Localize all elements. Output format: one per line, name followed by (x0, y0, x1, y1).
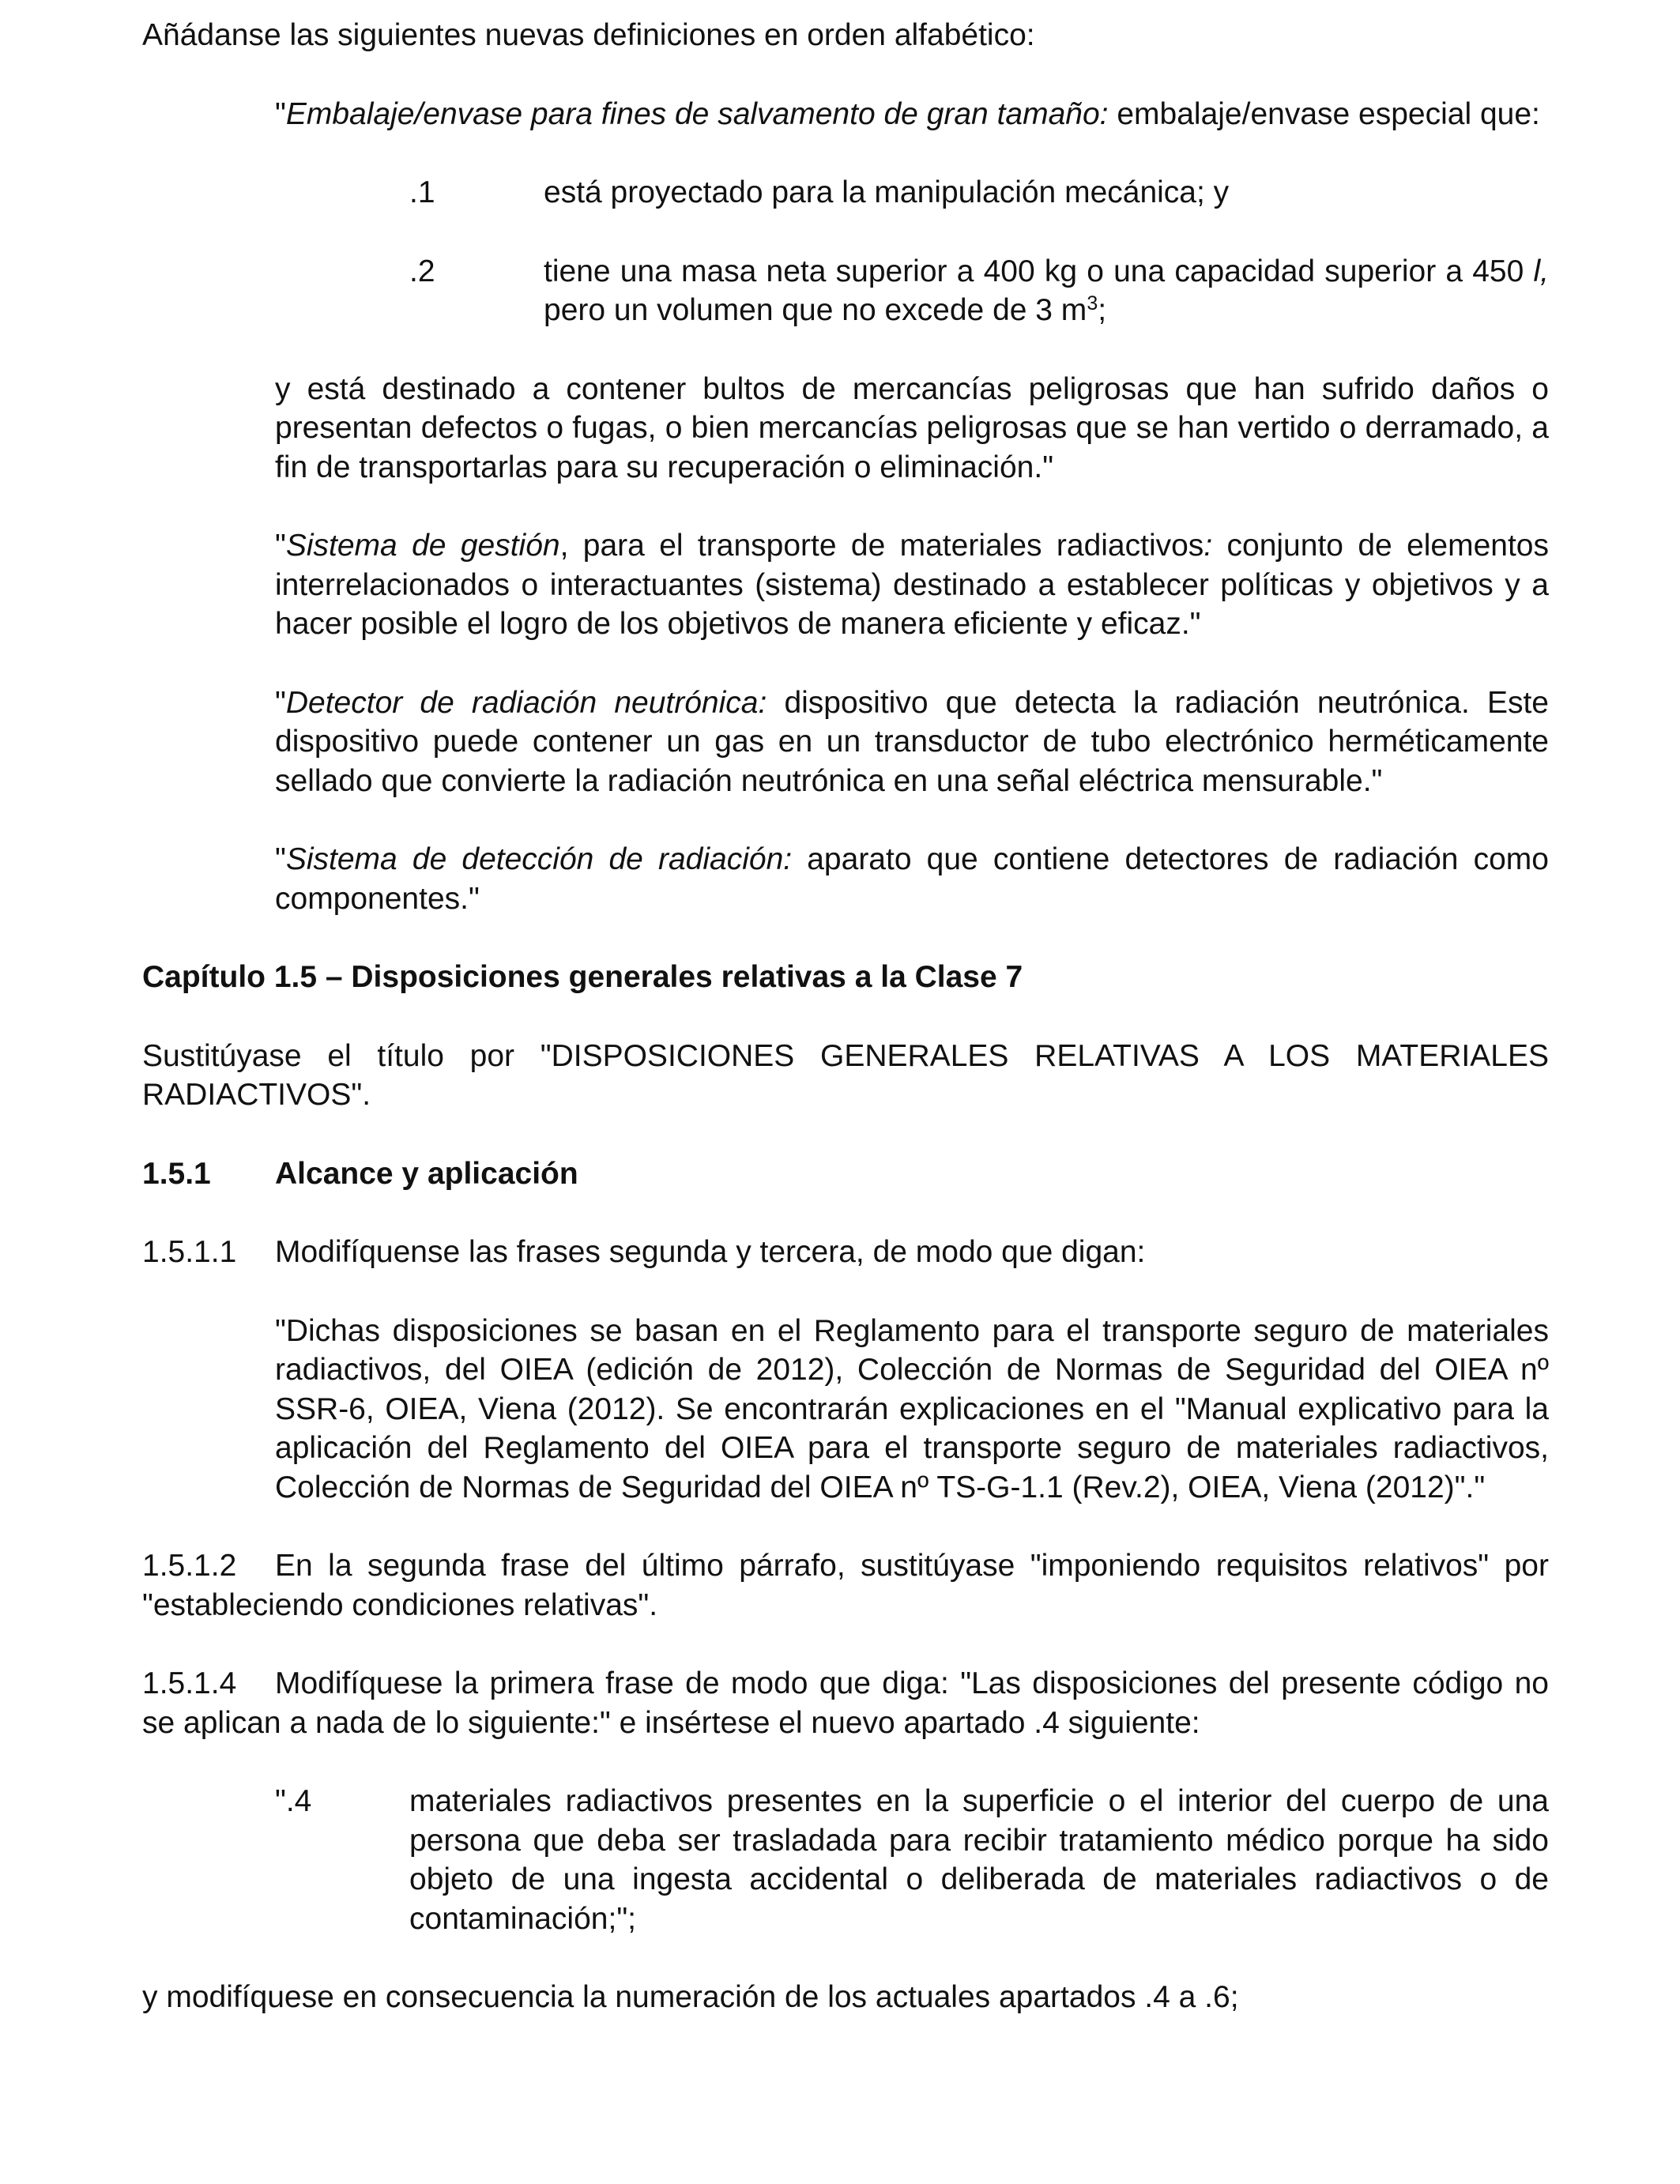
item-text (544, 252, 1549, 330)
definition-embalaje-continuation: y está destinado a contener bultos de mercancías peligrosas que han sufrido daños o presentan defectos o fugas, o bien mercancías peligrosas que se han vertido o derramado, a fin de transportarlas para su recuperación o eliminación." (275, 371, 1549, 484)
item-text: está proyectado para la manipulación mecánica; y (544, 175, 1230, 209)
definition-text: dispositivo que detecta la radiación neutrónica. Este dispositivo puede contener un gas en un transductor de tubo electrónico herméticamente sellado que convierte la radiación neutrónica en una señal eléctrica mensurable." (275, 685, 1549, 798)
definition-detector (275, 683, 1549, 801)
item-text-part: ; (1098, 293, 1107, 327)
definition-term: Sistema de gestión (285, 529, 560, 563)
chapter-paragraph: Sustitúyase el título por "DISPOSICIONES GENERALES RELATIVAS A LOS MATERIALES RADIACTIVOS". (142, 1038, 1549, 1112)
definition-text: aparato que contiene detectores de radiación como componentes." (275, 842, 1549, 916)
definition-text: , para el transporte de materiales radiactivos (559, 529, 1204, 563)
superscript: 3 (1087, 292, 1098, 314)
section-title: Alcance y aplicación (275, 1156, 578, 1191)
paragraph-1514 (142, 1664, 1549, 1742)
paragraph-number: 1.5.1.2 (142, 1549, 237, 1583)
quoted-text-1511: "Dichas disposiciones se basan en el Reglamento para el transporte seguro de materiales radiactivos, del OIEA (edición de 2012), Colección de Normas de Seguridad del OIEA nº SSR-6, OIEA, Viena (2012). Se encontrarán explicaciones en el "Manual explicativo para la aplicación del Reglamento del OIEA para el transporte seguro de materiales radiactivos, Colección de Normas de Seguridad del OIEA nº TS-G-1.1 (Rev.2), OIEA, Viena (2012)"." (275, 1313, 1549, 1504)
definition-item-2 (409, 252, 1549, 330)
open-quote: " (275, 842, 286, 876)
definition-sistema-gestion (275, 526, 1549, 644)
definition-text: conjunto de elementos interrelacionados o interactuantes (sistema) destinado a establecer políticas y objetivos y a hacer posible el logro de los objetivos de manera eficiente y eficaz." (275, 529, 1550, 641)
paragraph-number: 1.5.1.1 (142, 1235, 237, 1269)
closing-paragraph: y modifíquese en consecuencia la numeración de los actuales apartados .4 a .6; (142, 1980, 1239, 2014)
item-number: .2 (409, 254, 435, 288)
document-page (142, 16, 1549, 2017)
paragraph-1512 (142, 1546, 1549, 1625)
paragraph-text: En la segunda frase del último párrafo, sustitúyase "imponiendo requisitos relativos" por "estableciendo condiciones relativas". (142, 1549, 1549, 1622)
item-number: ".4 (275, 1784, 312, 1818)
definition-term: Sistema de detección de radiación: (285, 842, 793, 876)
item-text: materiales radiactivos presentes en la superficie o el interior del cuerpo de una persona que deba ser trasladada para recibir tratamiento médico porque ha sido objeto de una ingesta accidental o deliberada de materiales radiactivos o de contaminación;"; (409, 1784, 1549, 1936)
definition-embalaje (275, 95, 1549, 134)
section-number: 1.5.1 (142, 1156, 211, 1191)
item-text-part: pero un volumen que no excede de 3 m (544, 293, 1087, 327)
paragraph-number: 1.5.1.4 (142, 1666, 237, 1700)
definition-term: Embalaje/envase para fines de salvamento de gran tamaño: (285, 96, 1109, 131)
chapter-heading: Capítulo 1.5 – Disposiciones generales relativas a la Clase 7 (142, 960, 1023, 994)
paragraph-text: Modifíquese la primera frase de modo que diga: "Las disposiciones del presente código no se aplican a nada de lo siguiente:" e insértese el nuevo apartado .4 siguiente: (142, 1666, 1549, 1740)
definition-text: embalaje/envase especial que: (1108, 96, 1540, 131)
open-quote: " (275, 96, 286, 131)
item-number: .1 (409, 175, 435, 209)
definition-item-1 (409, 173, 1549, 213)
new-item-4 (275, 1782, 1549, 1938)
definition-sistema-deteccion (275, 840, 1549, 918)
section-heading (142, 1154, 1549, 1194)
paragraph-text: Modifíquense las frases segunda y tercera, de modo que digan: (275, 1235, 1146, 1269)
open-quote: " (275, 529, 286, 563)
unit-litre: l, (1533, 254, 1549, 288)
open-quote: " (275, 685, 286, 720)
definition-term: Detector de radiación neutrónica: (285, 685, 767, 720)
paragraph-1511 (142, 1233, 1549, 1272)
definition-colon: : (1203, 529, 1213, 563)
intro-paragraph: Añádanse las siguientes nuevas definiciones en orden alfabético: (142, 18, 1035, 52)
item-text-part: tiene una masa neta superior a 400 kg o una capacidad superior a 450 (544, 254, 1534, 288)
